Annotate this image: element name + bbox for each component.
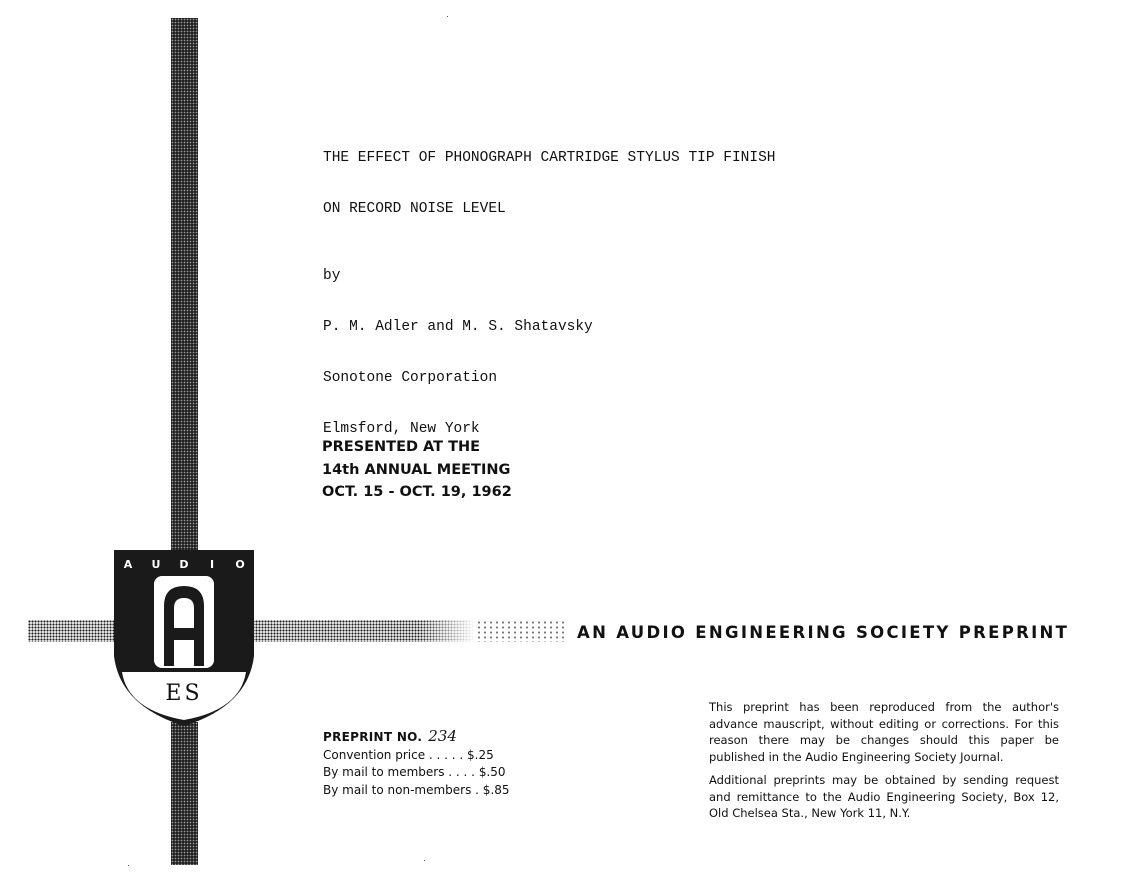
author-names: P. M. Adler and M. S. Shatavsky	[323, 319, 593, 335]
author-by: by	[323, 268, 341, 284]
presented-line-3: OCT. 15 - OCT. 19, 1962	[322, 484, 512, 500]
halftone-vertical-bar-bottom	[171, 722, 198, 865]
preprint-number: 234	[428, 727, 457, 745]
notice-paragraph-1: This preprint has been reproduced from the author's advance mauscript, without editing or corrections. For this reason there may be changes should this paper be published in the Audio Engineering Society Journal.	[709, 700, 1059, 764]
emblem-letter-d: D	[179, 558, 189, 571]
scan-speck	[447, 16, 448, 17]
scan-speck	[424, 860, 425, 861]
halftone-streak-left	[28, 620, 123, 642]
presented-line-1: PRESENTED AT THE	[322, 439, 481, 455]
author-organization: Sonotone Corporation	[323, 370, 498, 386]
price-non-members: By mail to non-members . $.85	[323, 782, 510, 797]
price-convention: Convention price . . . . . $.25	[323, 747, 494, 762]
reproduction-notice	[709, 699, 1059, 829]
scan-speck	[128, 865, 129, 866]
emblem-es-letters: ES	[165, 681, 203, 706]
title-line-1: THE EFFECT OF PHONOGRAPH CARTRIDGE STYLUS TIP FINISH	[323, 150, 776, 166]
preprint-label: PREPRINT NO.	[323, 730, 423, 744]
emblem-letter-o: O	[235, 558, 245, 571]
halftone-vertical-bar-top	[171, 18, 198, 558]
aes-preprint-banner: AN AUDIO ENGINEERING SOCIETY PREPRINT	[577, 623, 1070, 642]
emblem-letter-u: U	[151, 558, 161, 571]
halftone-streak-right	[246, 620, 476, 642]
author-location: Elmsford, New York	[323, 421, 480, 437]
emblem-letter-a: A	[123, 558, 133, 571]
presented-at-block	[322, 436, 512, 504]
halftone-streak-fade	[476, 620, 568, 642]
notice-paragraph-2: Additional preprints may be obtained by sending request and remittance to the Audio Engineering Society, Box 12, Old Chelsea Sta., New York 11, N.Y.	[709, 773, 1059, 820]
emblem-letter-i: I	[209, 558, 215, 571]
paper-title	[323, 116, 775, 252]
price-members: By mail to members . . . . $.50	[323, 765, 506, 779]
presented-line-2: 14th ANNUAL MEETING	[322, 461, 511, 478]
preprint-info	[323, 728, 510, 799]
title-line-2: ON RECORD NOISE LEVEL	[323, 201, 506, 217]
aes-shield-logo	[112, 548, 256, 728]
